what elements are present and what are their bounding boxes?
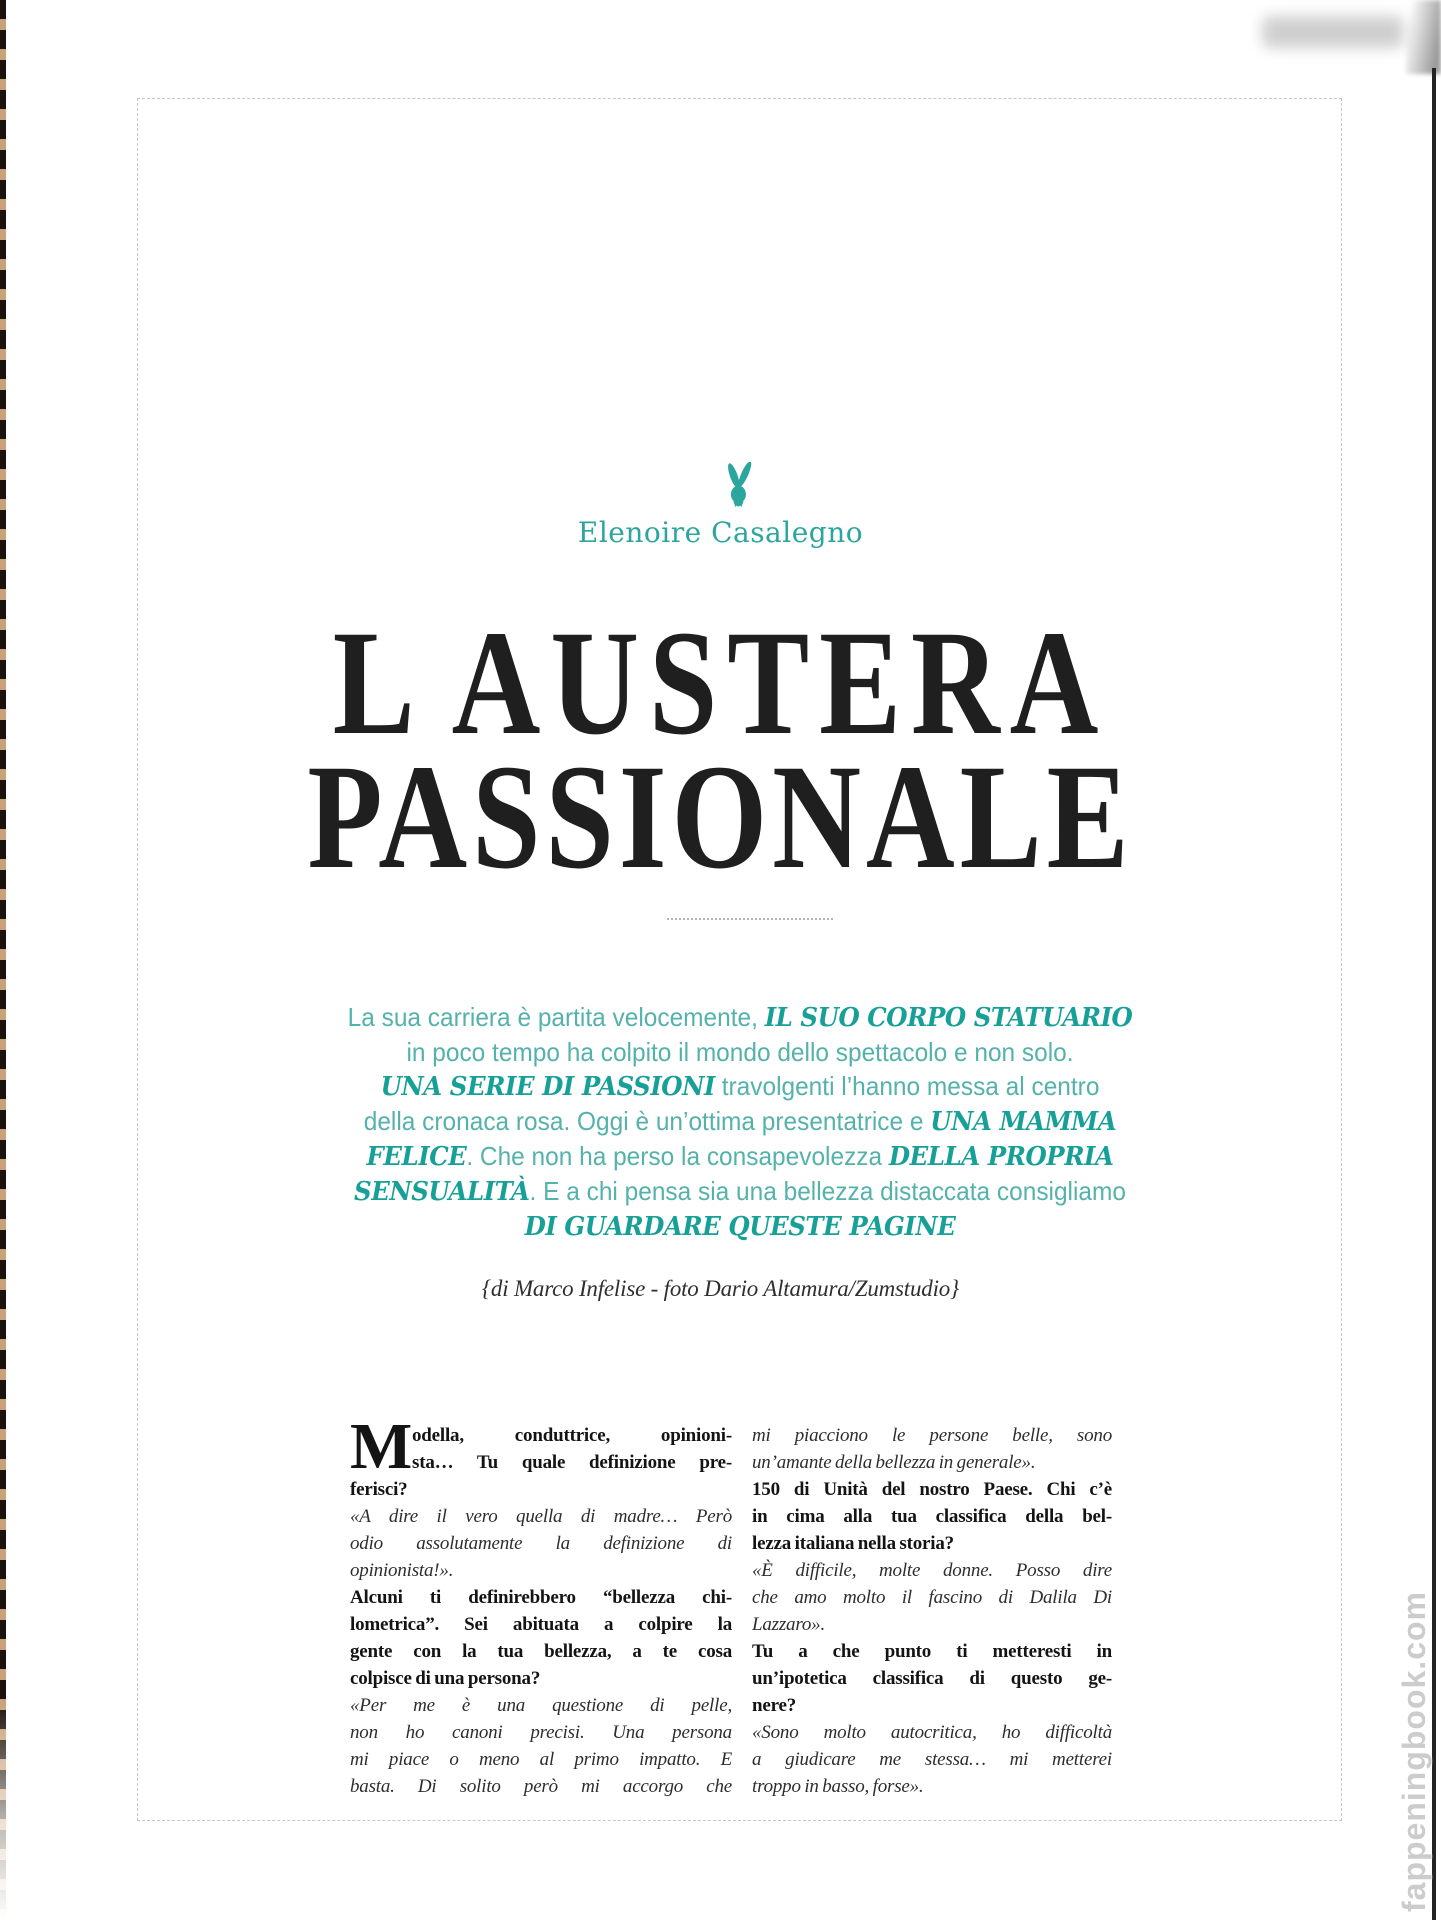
article-title-line-1: L AUSTERA bbox=[332, 600, 1109, 766]
byline: {di Marco Infelise - foto Dario Altamura/Zumstudio} bbox=[481, 1276, 960, 1301]
answer-line: a giudicare me stessa… mi metterei bbox=[752, 1749, 1112, 1770]
intro-emphasis-text: UNA MAMMA bbox=[930, 1107, 1117, 1137]
question-line: 150 di Unità del nostro Paese. Chi c’è bbox=[752, 1479, 1112, 1500]
question-line: Alcuni ti definirebbero “bellezza chi- bbox=[350, 1587, 732, 1608]
playboy-bunny-icon bbox=[715, 462, 763, 514]
answer-line: basta. Di solito però mi accorgo che bbox=[350, 1776, 732, 1797]
intro-emphasis-text: FELICE bbox=[366, 1142, 467, 1172]
drop-cap: M bbox=[350, 1410, 413, 1483]
intro-emphasis-text: UNA SERIE DI PASSIONI bbox=[380, 1072, 715, 1102]
scan-corner-blur bbox=[1262, 16, 1404, 48]
scan-corner-gradient bbox=[1406, 0, 1441, 74]
answer-line: opinionista!». bbox=[350, 1560, 454, 1581]
intro-line bbox=[261, 1209, 1220, 1244]
answer-line: «A dire il vero quella di madre… Però bbox=[350, 1506, 732, 1527]
question-line: lometrica”. Sei abituata a colpire la bbox=[350, 1614, 732, 1635]
title-divider bbox=[667, 918, 833, 920]
question-line: in cima alla tua classifica della bel- bbox=[752, 1506, 1112, 1527]
intro-emphasis-text: SENSUALITÀ bbox=[354, 1177, 530, 1207]
scan-film-strip-edge bbox=[0, 0, 6, 1920]
watermark: fappeningbook.com bbox=[1396, 1591, 1432, 1912]
question-line: un’ipotetica classifica di questo ge- bbox=[752, 1668, 1112, 1689]
answer-line: troppo in basso, forse». bbox=[752, 1776, 924, 1797]
answer-line: mi piace o meno al primo impatto. E bbox=[350, 1749, 732, 1770]
question-line: nere? bbox=[752, 1695, 797, 1716]
intro-line bbox=[261, 1174, 1220, 1209]
intro-text: La sua carriera è partita velocemente, bbox=[347, 1002, 765, 1032]
answer-line: che amo molto il fascino di Dalila Di bbox=[752, 1587, 1112, 1608]
intro-line bbox=[261, 1069, 1220, 1104]
intro-line bbox=[261, 1139, 1220, 1174]
intro-text: . E a chi pensa sia una bellezza distaccata consigliamo bbox=[529, 1176, 1126, 1206]
question-line: gente con la tua bellezza, a te cosa bbox=[350, 1641, 732, 1662]
answer-line: mi piacciono le persone belle, sono bbox=[752, 1425, 1112, 1446]
page-border bbox=[137, 98, 1342, 1821]
intro-text: travolgenti l’hanno messa al centro bbox=[714, 1071, 1100, 1101]
question-line: lezza italiana nella storia? bbox=[752, 1533, 954, 1554]
intro-line bbox=[261, 1000, 1220, 1035]
question-line: ferisci? bbox=[350, 1479, 408, 1500]
standfirst-intro bbox=[261, 1000, 1220, 1244]
intro-text: della cronaca rosa. Oggi è un’ottima presentatrice e bbox=[363, 1106, 931, 1136]
intro-line bbox=[261, 1104, 1220, 1139]
answer-line: «Per me è una questione di pelle, bbox=[350, 1695, 732, 1716]
kicker-model-name: Elenoire Casalegno bbox=[577, 516, 864, 549]
scan-film-strip-fade bbox=[0, 1700, 8, 1920]
intro-line bbox=[261, 1035, 1220, 1069]
answer-line: Lazzaro». bbox=[752, 1614, 825, 1635]
question-line: odella, conduttrice, opinioni- bbox=[412, 1425, 732, 1446]
intro-emphasis-text: DI GUARDARE QUESTE PAGINE bbox=[524, 1212, 956, 1242]
answer-line: non ho canoni precisi. Una persona bbox=[350, 1722, 732, 1743]
question-line: sta… Tu quale definizione pre- bbox=[412, 1452, 732, 1473]
intro-text: in poco tempo ha colpito il mondo dello spettacolo e non solo. bbox=[406, 1037, 1074, 1067]
answer-line: «Sono molto autocritica, ho difficoltà bbox=[752, 1722, 1112, 1743]
intro-emphasis-text: IL SUO CORPO STATUARIO bbox=[764, 1003, 1133, 1033]
intro-emphasis-text: DELLA PROPRIA bbox=[888, 1142, 1114, 1172]
article-column-left bbox=[350, 1410, 732, 1800]
article-title-line-2: PASSIONALE bbox=[307, 734, 1134, 900]
article-column-right bbox=[752, 1422, 1112, 1800]
answer-line: «È difficile, molte donne. Posso dire bbox=[752, 1560, 1112, 1581]
intro-text: . Che non ha perso la consapevolezza bbox=[466, 1141, 889, 1171]
question-line: Tu a che punto ti metteresti in bbox=[752, 1641, 1112, 1662]
answer-line: odio assolutamente la definizione di bbox=[350, 1533, 732, 1554]
answer-line: un’amante della bellezza in generale». bbox=[752, 1452, 1036, 1473]
question-line: colpisce di una persona? bbox=[350, 1668, 541, 1689]
